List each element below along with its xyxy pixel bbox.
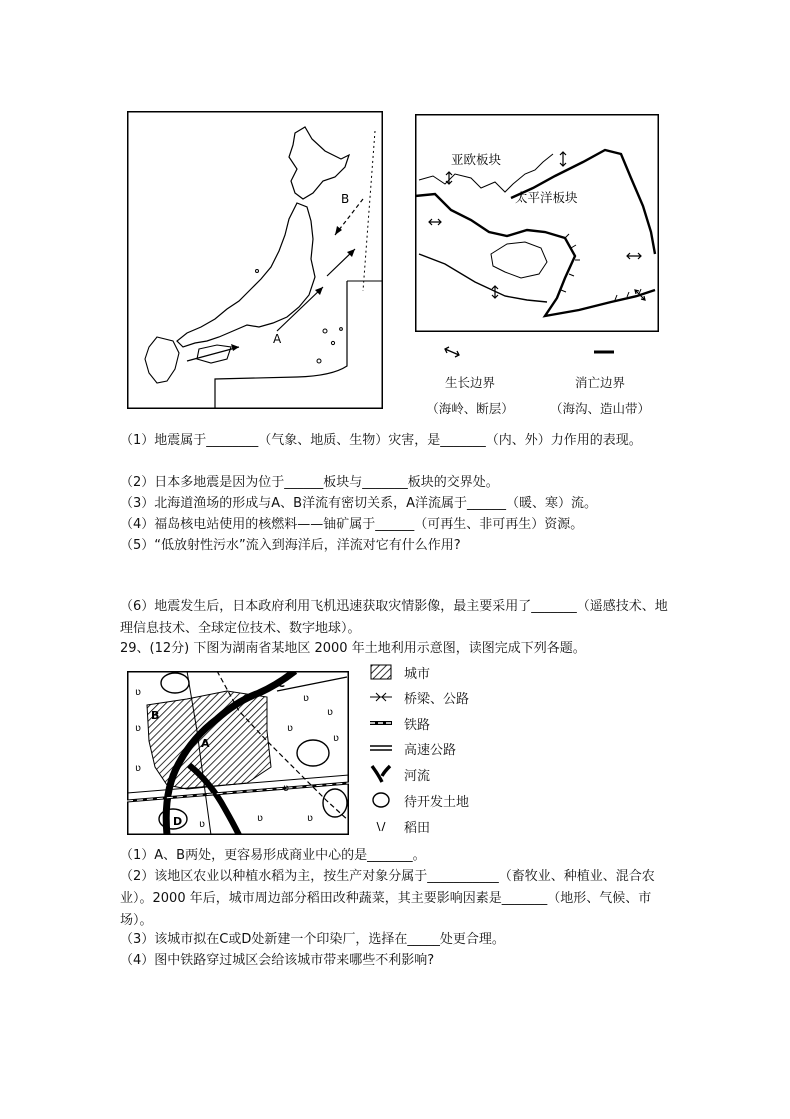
svg-text:ʋ: ʋ — [333, 733, 339, 744]
growth-boundary-desc: （海岭、断层） — [426, 401, 514, 416]
legend-city — [368, 661, 430, 683]
q28-1: （1）地震属于________（气象、地质、生物）灾害，是_______（内、外）力作用的表现。 — [120, 433, 642, 448]
legend-railway-label: 铁路 — [404, 717, 431, 733]
pacific-plate-label: 太平洋板块 — [515, 190, 578, 205]
legend-undeveloped-label: 待开发土地 — [404, 794, 470, 810]
legend-river — [368, 763, 430, 785]
subduction-boundary-desc: （海沟、造山带） — [549, 401, 650, 416]
q29-intro: 29、(12分) 下图为湖南省某地区 2000 年土地利用示意图，读图完成下列各题。 — [120, 641, 586, 656]
railway-symbol — [368, 713, 394, 733]
land-d-label: D — [173, 815, 183, 828]
eurasian-plate-label: 亚欧板块 — [451, 152, 502, 167]
legend-river-label: 河流 — [404, 768, 431, 784]
q29-4: （4）图中铁路穿过城区会给该城市带来哪些不利影响? — [120, 953, 435, 968]
q28-2: （2）日本多地震是因为位于______板块与_______板块的交界处。 — [120, 475, 499, 490]
q29-3: （3）该城市拟在C或D处新建一个印染厂，选择在_____处更合理。 — [120, 932, 505, 947]
growth-boundary-symbol — [425, 345, 515, 359]
svg-text:ʋ: ʋ — [303, 693, 309, 704]
legend-bridge-road — [368, 686, 469, 708]
svg-text:ʋ: ʋ — [135, 687, 141, 698]
svg-text:ʋ: ʋ — [257, 813, 263, 824]
plate-legend-growth — [425, 344, 515, 417]
svg-text:ʋ: ʋ — [135, 723, 141, 734]
undeveloped-land-symbol — [368, 790, 394, 810]
land-a-label: A — [201, 737, 210, 750]
land-c-label: C — [277, 677, 286, 690]
land-use-map — [127, 671, 349, 835]
legend-paddy-label: 稻田 — [404, 820, 431, 836]
q29-2: （2）该地区农业以种植水稻为主，按生产对象分属于___________（畜牧业、种植业、混合农业）。2000 年后，城市周边部分稻田改种蔬菜，其主要影响因素是_______（地形、气候、市场）。 — [120, 869, 655, 928]
plate-legend-subduction — [540, 344, 660, 417]
bridge-road-symbol — [368, 687, 394, 707]
svg-text:ʋ: ʋ — [307, 813, 313, 824]
subduction-boundary-symbol — [540, 345, 660, 359]
legend-undeveloped — [368, 789, 469, 811]
subduction-boundary-title: 消亡边界 — [574, 375, 625, 390]
svg-text:ʋ: ʋ — [327, 707, 333, 718]
svg-text:ʋ: ʋ — [283, 783, 289, 794]
svg-text:ʋ: ʋ — [287, 723, 293, 734]
city-symbol — [368, 662, 394, 682]
legend-bridge-road-label: 桥梁、公路 — [404, 691, 470, 707]
current-a-label: A — [273, 332, 282, 346]
q29-1: （1）A、B两处，更容易形成商业中心的是_______。 — [120, 848, 426, 863]
legend-highway-label: 高速公路 — [404, 742, 457, 758]
svg-text:ʋ: ʋ — [199, 819, 205, 830]
river-symbol — [368, 764, 394, 784]
paddy-symbol — [368, 816, 394, 836]
legend-paddy — [368, 815, 430, 837]
plate-map — [415, 114, 659, 332]
japan-map — [127, 111, 383, 409]
q28-3: （3）北海道渔场的形成与A、B洋流有密切关系，A洋流属于______（暖、寒）流。 — [120, 496, 597, 511]
legend-railway — [368, 712, 430, 734]
q28-6: （6）地震发生后，日本政府利用飞机迅速获取灾情影像，最主要采用了_______（遥感技术、地理信息技术、全球定位技术、数字地球）。 — [120, 599, 668, 636]
q28-4: （4）福岛核电站使用的核燃料——铀矿属于______（可再生、非可再生）资源。 — [120, 517, 584, 532]
growth-boundary-title: 生长边界 — [444, 375, 495, 390]
land-b-label: B — [151, 709, 160, 722]
current-b-label: B — [341, 192, 350, 206]
highway-symbol — [368, 738, 394, 758]
legend-city-label: 城市 — [404, 666, 431, 682]
q28-5: （5）“低放射性污水”流入到海洋后，洋流对它有什么作用? — [120, 538, 461, 553]
svg-text:ʋ: ʋ — [135, 763, 141, 774]
legend-highway — [368, 737, 456, 759]
